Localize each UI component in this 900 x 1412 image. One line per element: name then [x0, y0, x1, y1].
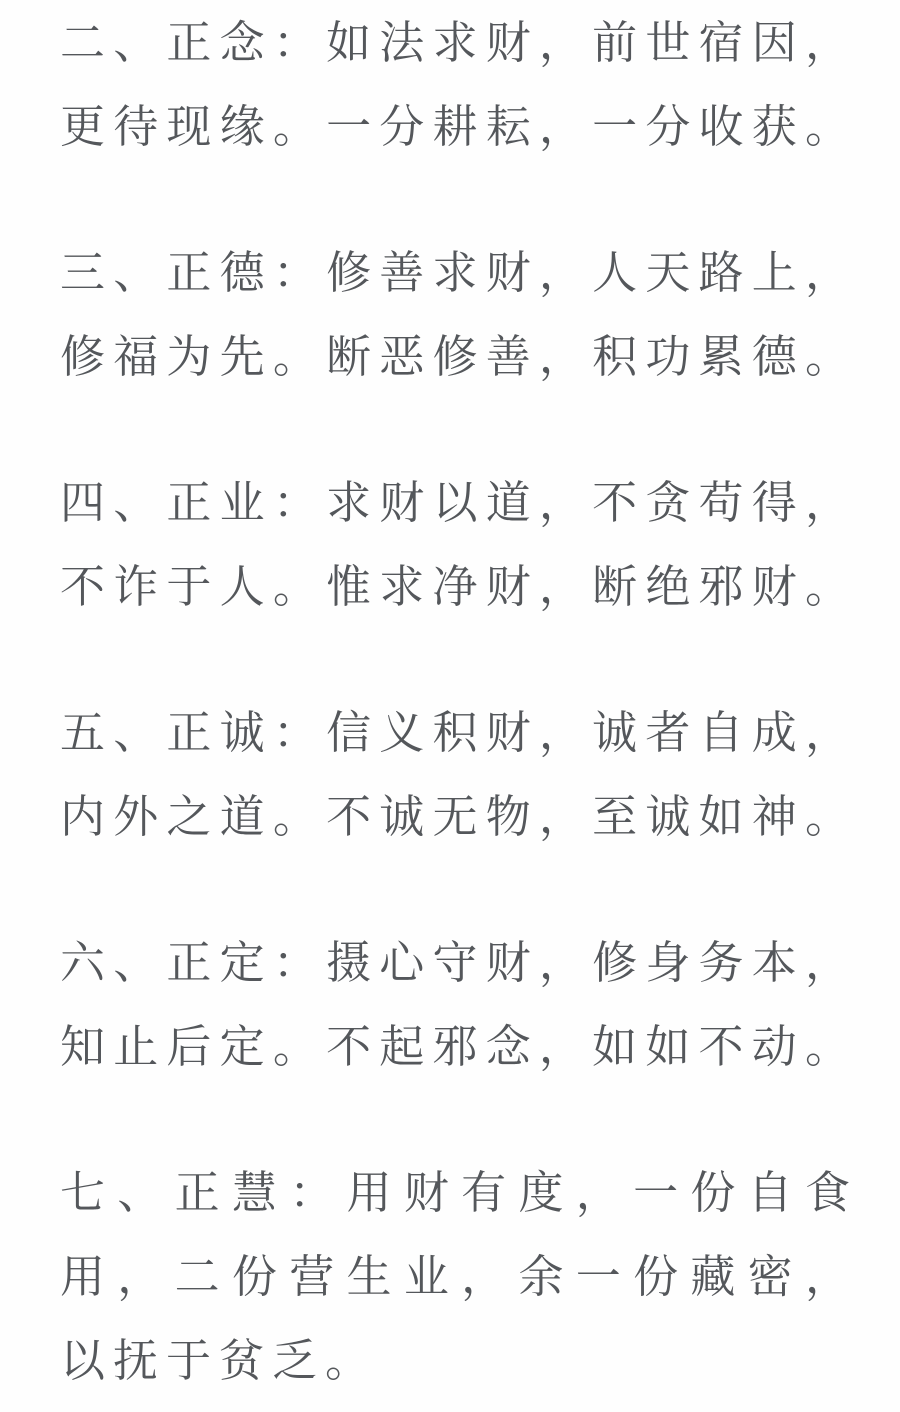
section-zheng-ding — [60, 921, 850, 1089]
text-line: 六、正定：摄心守财，修身务本， — [60, 938, 850, 988]
text-line: 五、正诚：信义积财，诚者自成， — [60, 708, 850, 758]
section-zheng-ye — [60, 461, 850, 629]
section-zheng-hui — [60, 1151, 850, 1403]
text-line: 三、正德：修善求财，人天路上， — [60, 248, 850, 298]
text-line: 四、正业：求财以道，不贪苟得， — [60, 478, 850, 528]
section-zheng-nian — [60, 1, 850, 169]
text-line: 用，二份营生业，余一份藏密， — [60, 1252, 850, 1302]
text-line: 内外之道。不诚无物，至诚如神。 — [60, 792, 850, 842]
section-zheng-de — [60, 231, 850, 399]
text-line: 以抚于贫乏。 — [60, 1336, 379, 1386]
document-body — [60, 0, 850, 1403]
text-line: 二、正念：如法求财，前世宿因， — [60, 18, 850, 68]
text-line: 不诈于人。惟求净财，断绝邪财。 — [60, 562, 850, 612]
text-line: 修福为先。断恶修善，积功累德。 — [60, 332, 850, 382]
text-line: 七、正慧：用财有度，一份自食 — [60, 1168, 850, 1218]
section-zheng-cheng — [60, 691, 850, 859]
text-line: 知止后定。不起邪念，如如不动。 — [60, 1022, 850, 1072]
text-line: 更待现缘。一分耕耘，一分收获。 — [60, 102, 850, 152]
